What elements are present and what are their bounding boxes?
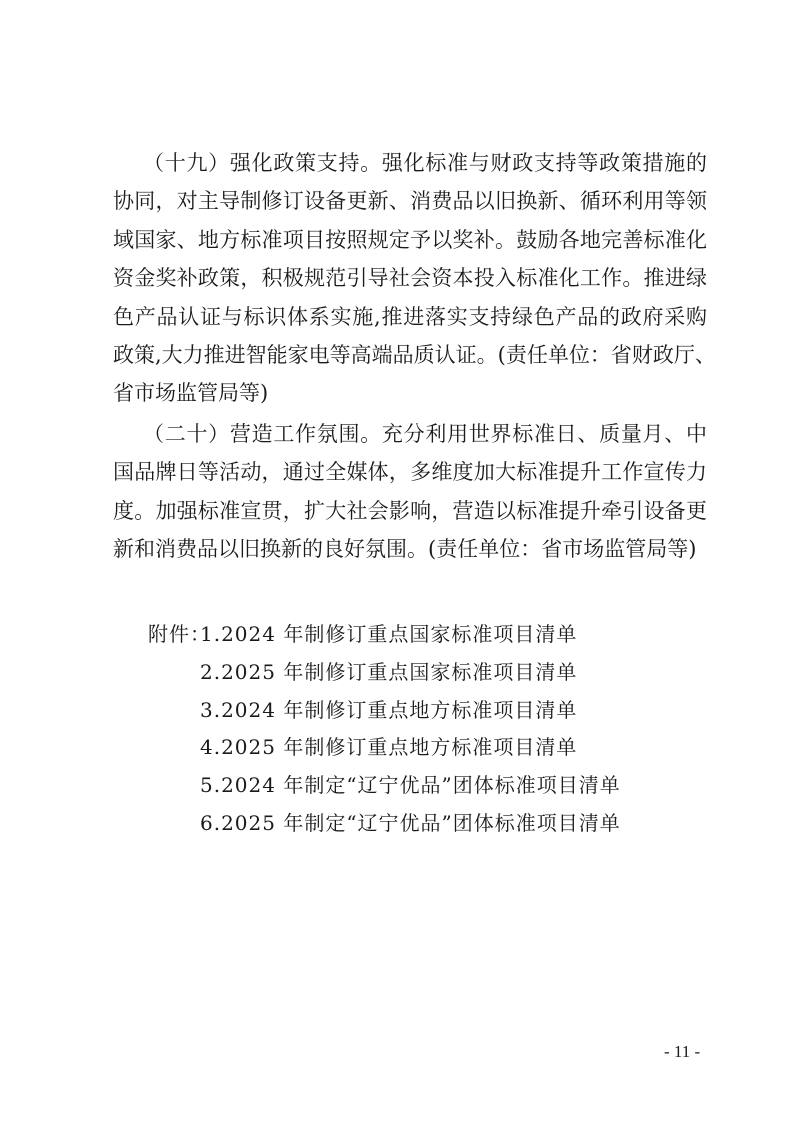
attachments-label: 附件： [148, 622, 211, 646]
attachment-item: 2.2025 年制修订重点国家标准项目清单 [200, 659, 578, 684]
attachment-item: 3.2024 年制修订重点地方标准项目清单 [200, 697, 578, 722]
attachments-list [148, 616, 621, 843]
text-line: 色产品认证与标识体系实施,推进落实支持绿色产品的政府采购 [113, 304, 707, 329]
attachment-item: 4.2025 年制修订重点地方标准项目清单 [200, 735, 578, 760]
text-line: 国品牌日等活动，通过全媒体，多维度加大标准提升工作宣传力 [113, 460, 707, 485]
text-line: 域国家、地方标准项目按照规定予以奖补。鼓励各地完善标准化 [113, 227, 707, 252]
text-line: 新和消费品以旧换新的良好氛围。(责任单位：省市场监管局等) [113, 537, 697, 562]
text-line: 度。加强标准宣贯，扩大社会影响，营造以标准提升牵引设备更 [113, 498, 707, 523]
attachment-item: 6.2025 年制定“辽宁优品”团体标准项目清单 [200, 810, 621, 835]
paragraph-work-atmosphere [113, 415, 707, 569]
text-line: （二十）营造工作氛围。充分利用世界标准日、质量月、中 [143, 422, 707, 446]
text-line: 政策,大力推进智能家电等高端品质认证。(责任单位：省财政厅、 [113, 342, 716, 367]
text-line: （十九）强化政策支持。强化标准与财政支持等政策措施的 [143, 151, 707, 175]
text-line: 资金奖补政策，积极规范引导社会资本投入标准化工作。推进绿 [113, 266, 707, 291]
page-number: - 11 - [664, 1042, 701, 1061]
paragraph-policy-support [113, 144, 716, 413]
attachment-item: 5.2024 年制定“辽宁优品”团体标准项目清单 [200, 773, 621, 798]
text-line: 省市场监管局等) [113, 381, 269, 406]
text-line: 协同，对主导制修订设备更新、消费品以旧换新、循环利用等领 [113, 189, 707, 214]
attachment-item: 附件：1.2024 年制修订重点国家标准项目清单 [148, 616, 621, 654]
